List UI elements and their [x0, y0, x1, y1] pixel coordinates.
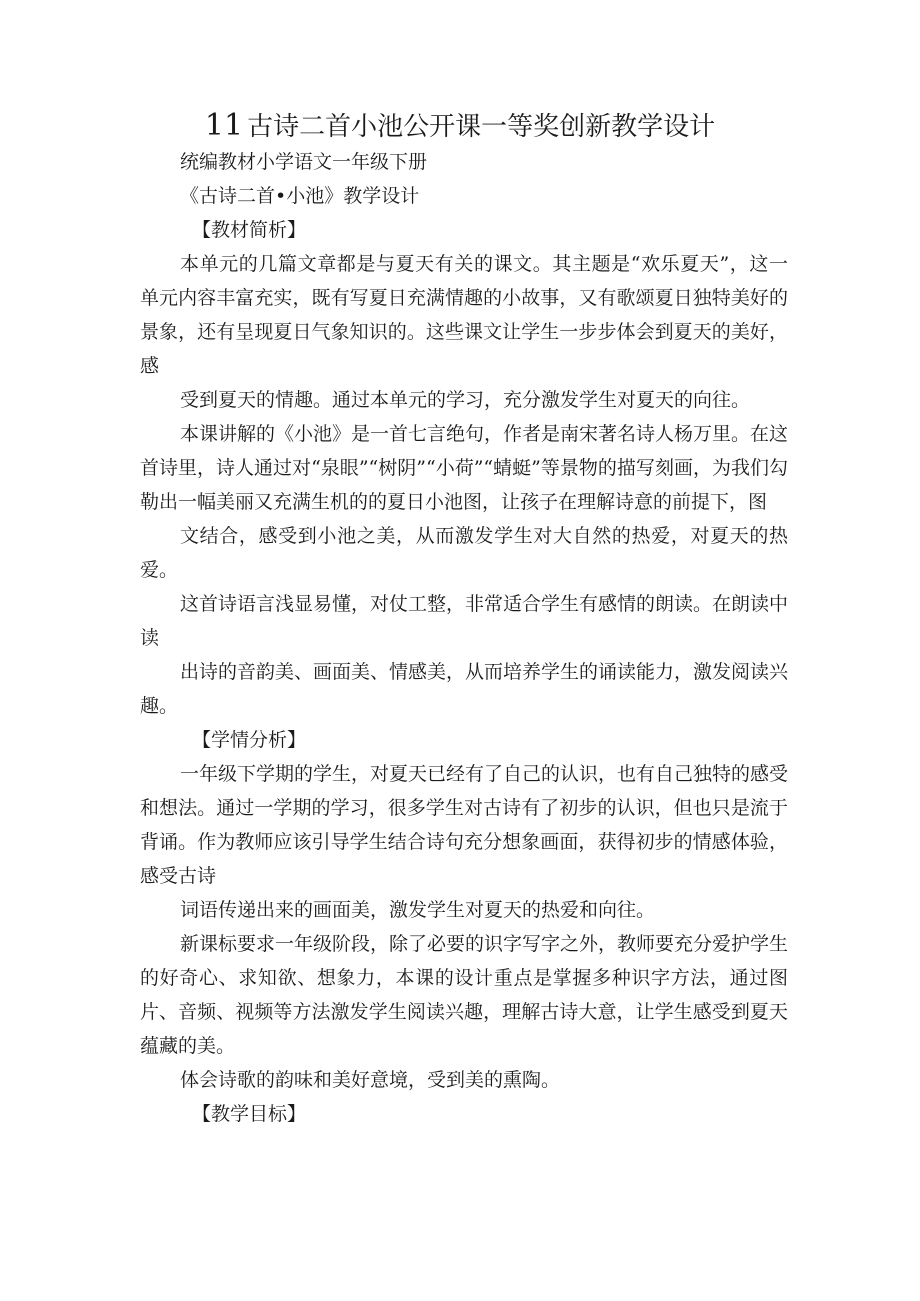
paragraph: 出诗的音韵美、画面美、情感美，从而培养学生的诵读能力，激发阅读兴趣。: [140, 661, 789, 717]
paragraph: 一年级下学期的学生，对夏天已经有了自己的认识，也有自己独特的感受和想法。通过一学期的学习，很多学生对古诗有了初步的认识，但也只是流于背诵。作为教师应该引导学生结合诗句充分想象画面，获得初步的情感体验，感受古诗: [140, 763, 789, 887]
paragraph: 本课讲解的《小池》是一首七言绝句，作者是南宋著名诗人杨万里。在这首诗里，诗人通过对“泉眼”“树阴”“小荷”“蜻蜓”等景物的描写刻画，为我们勾勒出一幅美丽又充满生机的的夏日小池图，让孩子在理解诗意的前提下，图: [140, 423, 789, 513]
subtitle: 统编教材小学语文一年级下册: [180, 151, 428, 173]
paragraph: 受到夏天的情趣。通过本单元的学习，充分激发学生对夏天的向往。: [180, 389, 751, 411]
document-body: [140, 145, 788, 1131]
title-text: 古诗二首小池公开课一等奖创新教学设计: [247, 112, 716, 142]
document-title: [0, 106, 920, 147]
paragraph: 词语传递出来的画面美，激发学生对夏天的热爱和向往。: [180, 899, 656, 921]
paragraph: 新课标要求一年级阶段，除了必要的识字写字之外，教师要充分爱护学生的好奇心、求知欲、想象力，本课的设计重点是掌握多种识字方法，通过图片、音频、视频等方法激发学生阅读兴趣，理解古诗大意，让学生感受到夏天蕴藏的美。: [140, 933, 789, 1057]
paragraph: 体会诗歌的韵味和美好意境，受到美的熏陶。: [180, 1069, 561, 1091]
paragraph: 这首诗语言浅显易懂，对仗工整，非常适合学生有感情的朗读。在朗读中读: [140, 593, 789, 649]
doc-name: 《古诗二首•小池》教学设计: [180, 185, 420, 207]
heading-textbook-analysis: 【教材简析】: [192, 219, 307, 241]
heading-teaching-goals: 【教学目标】: [192, 1103, 307, 1125]
paragraph: 文结合，感受到小池之美，从而激发学生对大自然的热爱，对夏天的热爱。: [140, 525, 788, 581]
heading-student-analysis: 【学情分析】: [192, 729, 307, 751]
paragraph: 本单元的几篇文章都是与夏天有关的课文。其主题是“欢乐夏天”，这一单元内容丰富充实，既有写夏日充满情趣的小故事，又有歌颂夏日独特美好的景象，还有呈现夏日气象知识的。这些课文让学生一步步体会到夏天的美好，感: [140, 253, 788, 377]
title-number: 11: [204, 108, 244, 143]
